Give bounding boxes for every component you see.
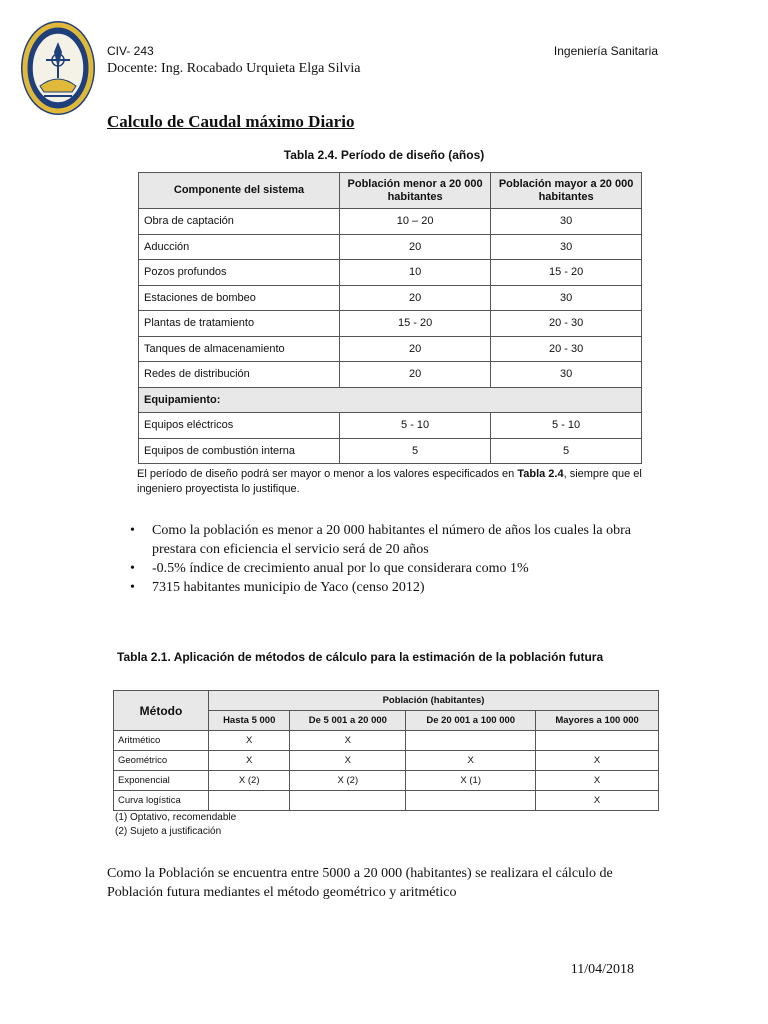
table2-notes (115, 811, 236, 839)
table1-caption: Tabla 2.4. Período de diseño (años) (283, 148, 485, 162)
table-cell: 10 (340, 260, 491, 286)
table-cell (209, 791, 290, 811)
table-cell (290, 791, 406, 811)
table-row (139, 209, 642, 235)
table2-note: (2) Sujeto a justificación (115, 826, 222, 837)
table2-subheader: De 20 001 a 100 000 (406, 711, 536, 731)
table1-header-component: Componente del sistema (139, 173, 340, 209)
table2-subheader: De 5 001 a 20 000 (290, 711, 406, 731)
table-cell: 20 (340, 285, 491, 311)
table-cell: 30 (491, 362, 642, 388)
table-cell: 20 - 30 (491, 311, 642, 337)
table-cell: Equipos eléctricos (139, 413, 340, 439)
table-section-label: Equipamiento: (139, 387, 642, 413)
table-cell: X (290, 731, 406, 751)
table-cell: X (536, 791, 659, 811)
table1-header-small-pop: Población menor a 20 000 habitantes (340, 173, 491, 209)
page-title: Calculo de Caudal máximo Diario (107, 112, 355, 131)
teacher-name: Docente: Ing. Rocabado Urquieta Elga Silvia (107, 61, 361, 76)
table-cell: Plantas de tratamiento (139, 311, 340, 337)
university-seal-logo (20, 20, 96, 116)
list-item (130, 578, 650, 597)
table-cell (406, 731, 536, 751)
table-cell: Pozos profundos (139, 260, 340, 286)
table2-note: (1) Optativo, recomendable (115, 812, 237, 823)
table-cell: 20 - 30 (491, 336, 642, 362)
table-row (139, 413, 642, 439)
table-cell: Redes de distribución (139, 362, 340, 388)
table-row (114, 771, 659, 791)
bullet-icon: • (130, 561, 135, 576)
table-cell: 30 (491, 285, 642, 311)
table-cell: Tanques de almacenamiento (139, 336, 340, 362)
table-cell: 20 (340, 336, 491, 362)
table-cell: 5 (340, 438, 491, 464)
table-row (139, 234, 642, 260)
list-item (130, 521, 650, 559)
table-cell: 20 (340, 234, 491, 260)
table-cell: X (536, 771, 659, 791)
table-cell: X (536, 751, 659, 771)
table-section-row (139, 387, 642, 413)
design-period-table (138, 172, 642, 464)
table-cell (536, 731, 659, 751)
table1-note (137, 467, 657, 497)
table-cell: X (406, 751, 536, 771)
table-cell: X (2) (209, 771, 290, 791)
table-cell: Obra de captación (139, 209, 340, 235)
table-cell: 10 – 20 (340, 209, 491, 235)
list-item (130, 559, 650, 578)
table-row (139, 311, 642, 337)
list-item-text: -0.5% índice de crecimiento anual por lo que considerara como 1% (152, 561, 529, 576)
table-cell: 30 (491, 234, 642, 260)
table2-header-method: Método (114, 691, 209, 731)
conclusion-paragraph: Como la Población se encuentra entre 5000 a 20 000 (habitantes) se realizara el cálculo de Población futura mediantes el método geométrico y aritmético (107, 866, 613, 900)
table-cell (406, 791, 536, 811)
table-cell: Curva logística (114, 791, 209, 811)
table-cell: X (209, 731, 290, 751)
table-cell: 20 (340, 362, 491, 388)
subject-name: Ingeniería Sanitaria (553, 44, 658, 58)
bullet-list (130, 521, 650, 597)
table-row (114, 791, 659, 811)
table-row (114, 751, 659, 771)
table-row (139, 438, 642, 464)
table-row (114, 731, 659, 751)
table-cell: 15 - 20 (340, 311, 491, 337)
bullet-icon: • (130, 580, 135, 595)
course-code: CIV- 243 (107, 44, 154, 58)
table-row (139, 285, 642, 311)
table-row (139, 336, 642, 362)
table-cell: Aritmético (114, 731, 209, 751)
document-date: 11/04/2018 (570, 962, 634, 977)
table-cell: Exponencial (114, 771, 209, 791)
table2-caption: Tabla 2.1. Aplicación de métodos de cálculo para la estimación de la población futura (117, 650, 604, 664)
table-cell: Estaciones de bombeo (139, 285, 340, 311)
list-item-text: Como la población es menor a 20 000 habitantes el número de años los cuales la obra prestara con eficiencia el servicio será de 20 años (152, 523, 631, 557)
note-bold-ref: Tabla 2.4 (517, 468, 564, 480)
table2-subheader: Mayores a 100 000 (536, 711, 659, 731)
table2-subheader: Hasta 5 000 (209, 711, 290, 731)
table-cell: Aducción (139, 234, 340, 260)
table-cell: 15 - 20 (491, 260, 642, 286)
note-text: El período de diseño podrá ser mayor o menor a los valores especificados en (137, 468, 518, 480)
table1-header-large-pop: Población mayor a 20 000 habitantes (491, 173, 642, 209)
table-cell: X (2) (290, 771, 406, 791)
note-text: , siempre que el ingeniero proyectista lo justifique. (137, 468, 642, 495)
population-methods-table (113, 690, 659, 811)
table-row (139, 260, 642, 286)
table-row (139, 362, 642, 388)
table-cell: Equipos de combustión interna (139, 438, 340, 464)
table-cell: Geométrico (114, 751, 209, 771)
table-cell: 5 - 10 (340, 413, 491, 439)
table2-header-population: Población (habitantes) (209, 691, 659, 711)
table-cell: X (1) (406, 771, 536, 791)
table-cell: X (209, 751, 290, 771)
bullet-icon: • (130, 523, 135, 538)
table-cell: 30 (491, 209, 642, 235)
list-item-text: 7315 habitantes municipio de Yaco (censo 2012) (152, 580, 425, 595)
table-cell: 5 (491, 438, 642, 464)
table-cell: 5 - 10 (491, 413, 642, 439)
table-cell: X (290, 751, 406, 771)
